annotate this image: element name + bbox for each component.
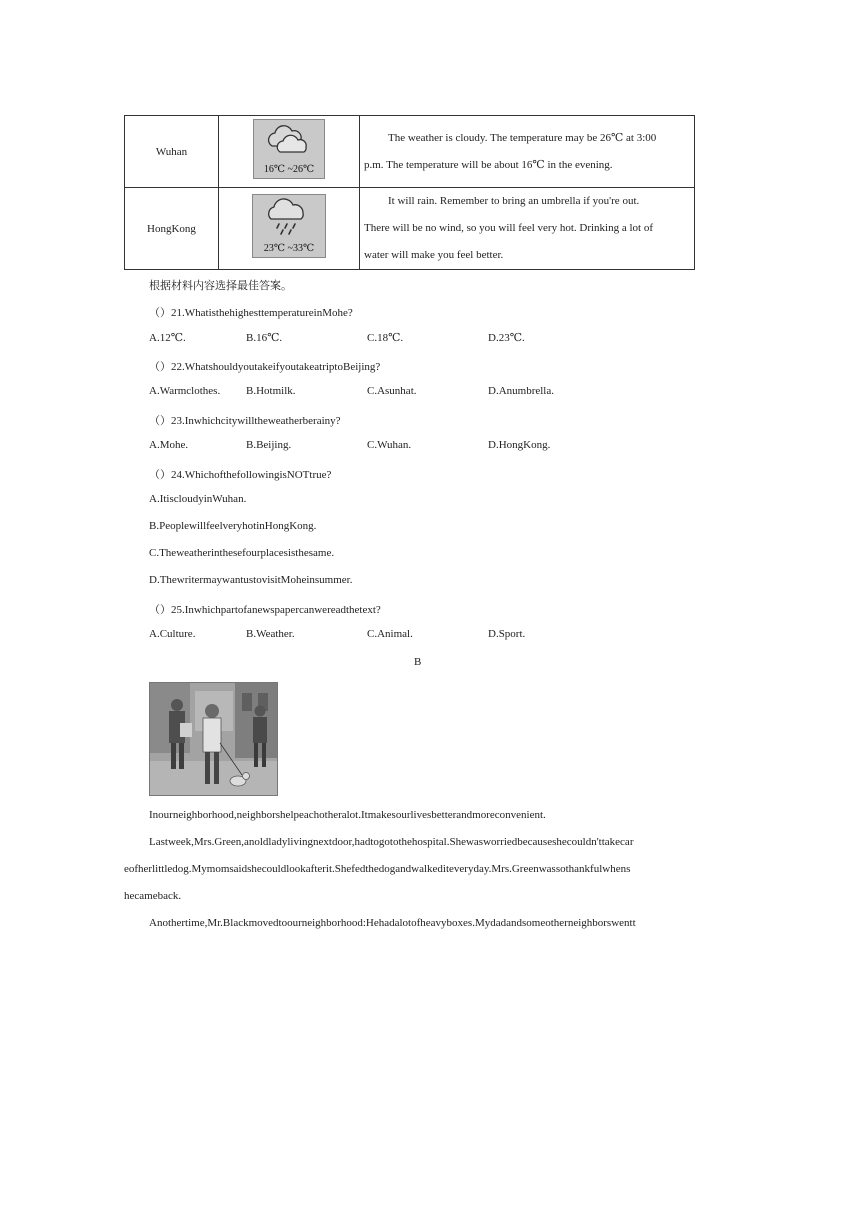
table-row xyxy=(125,116,695,188)
question-stem: （）25.Inwhichpartofanewspapercanwereadthetext? xyxy=(149,604,381,616)
desc-line: p.m. The temperature will be about 16℃ in the evening. xyxy=(364,158,613,171)
weather-icon-cell xyxy=(219,188,360,270)
desc-line: water will make you feel better. xyxy=(364,249,504,261)
question-stem: （）23.Inwhichcitywilltheweatherberainy? xyxy=(149,415,341,427)
question-stem: （）24.WhichofthefollowingisNOTtrue? xyxy=(149,469,332,481)
icon-temp-range: 16℃ ~26℃ xyxy=(263,164,315,175)
desc-line: There will be no wind, so you will feel very hot. Drinking a lot of xyxy=(364,222,653,234)
passage-line: Anothertime,Mr.Blackmovedtoourneighborhood:Hehadalotofheavyboxes.Mydadandsomeotherneighborswentt xyxy=(149,917,636,929)
answer-option: B.Hotmilk. xyxy=(246,385,296,397)
desc-line: The weather is cloudy. The temperature may be 26℃ at 3:00 xyxy=(388,131,657,144)
city-cell: HongKong xyxy=(125,188,219,270)
answer-option: D.HongKong. xyxy=(488,439,551,451)
answer-option: C.18℃. xyxy=(367,332,404,344)
question-stem: （）22.WhatshouldyoutakeifyoutakeatriptoBeijing? xyxy=(149,361,381,373)
rain-icon xyxy=(252,194,326,258)
question-stem: （）21.WhatisthehighesttemperatureinMohe? xyxy=(149,307,353,319)
answer-option: B.16℃. xyxy=(246,332,283,344)
instruction-text: 根据材料内容选择最佳答案。 xyxy=(149,279,292,292)
answer-option: C.Theweatherinthesefourplacesisthesame. xyxy=(149,547,335,559)
answer-option: A.Mohe. xyxy=(149,439,189,451)
cloudy-icon xyxy=(253,119,325,179)
answer-option: A.12℃. xyxy=(149,332,186,344)
passage-line: hecameback. xyxy=(124,890,182,902)
answer-option: A.ItiscloudyinWuhan. xyxy=(149,493,247,505)
answer-option: D.ThewritermaywantustovisitMoheinsummer. xyxy=(149,574,353,586)
weather-description xyxy=(360,188,695,270)
answer-option: D.23℃. xyxy=(488,332,525,344)
table-row xyxy=(125,188,695,270)
section-label: B xyxy=(414,656,422,668)
answer-option: D.Anumbrella. xyxy=(488,385,554,397)
answer-option: C.Asunhat. xyxy=(367,385,417,397)
neighborhood-photo xyxy=(149,682,278,796)
answer-option: D.Sport. xyxy=(488,628,526,640)
icon-temp-range: 23℃ ~33℃ xyxy=(263,243,315,254)
answer-option: A.Warmclothes. xyxy=(149,385,221,397)
answer-option: C.Animal. xyxy=(367,628,413,640)
passage-line: Inourneighborhood,neighborshelpeachotheralot.Itmakesourlivesbetterandmoreconvenient. xyxy=(149,809,546,821)
weather-table xyxy=(124,115,695,270)
answer-option: A.Culture. xyxy=(149,628,196,640)
answer-option: B.Weather. xyxy=(246,628,295,640)
passage-line: eofherlittledog.Mymomsaidshecouldlookafterit.Shefedthedogandwalkediteveryday.Mrs.Greenwassothankfulwhens xyxy=(124,863,631,875)
answer-option: B.Beijing. xyxy=(246,439,292,451)
answer-option: C.Wuhan. xyxy=(367,439,412,451)
answer-option: B.PeoplewillfeelveryhotinHongKong. xyxy=(149,520,317,532)
passage-line: Lastweek,Mrs.Green,anoldladylivingnextdoor,hadtogotothehospital.Shewasworriedbecauseshecouldn'ttakecar xyxy=(149,836,634,848)
desc-line: It will rain. Remember to bring an umbrella if you're out. xyxy=(388,195,640,207)
weather-description xyxy=(360,116,695,188)
city-cell: Wuhan xyxy=(125,116,219,188)
weather-icon-cell xyxy=(219,116,360,188)
